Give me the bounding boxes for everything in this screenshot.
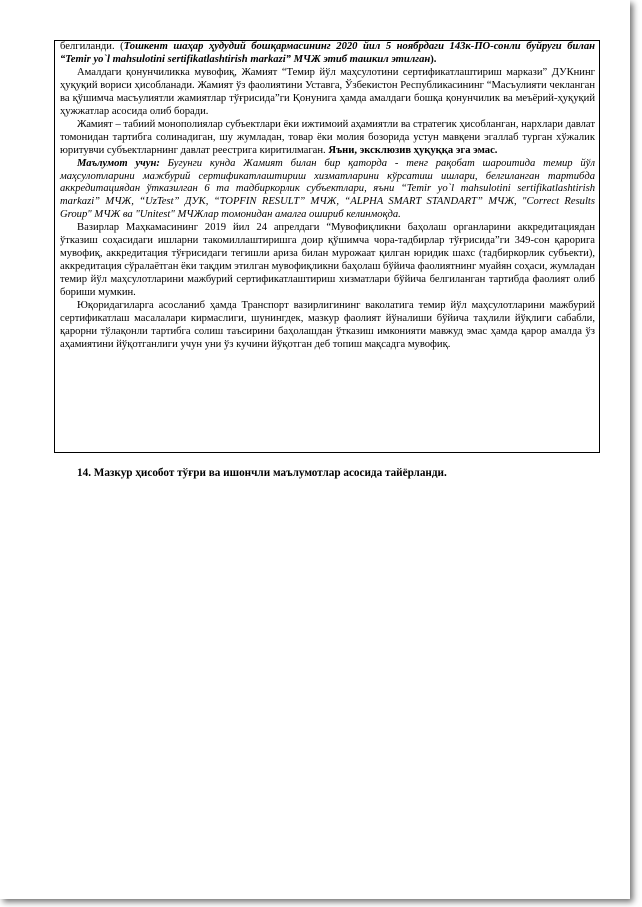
paragraph-5: Вазирлар Маҳкамасининг 2019 йил 24 апрелдаги “Мувофиқликни баҳолаш органларини аккредитациядан ўтказиш соҳасидаги ишларни такомиллаштиришга доир қўшимча чора-тадбирлар тўғрисида”ги 349-сон қарорига мувофиқ, аккредитация тўғрисидаги тегишли ариза билан мурожаат қилган юридик шахс (тадбиркорлик субъекти), аккредитация сўралаётган ёки тақдим этилган мувофиқликни баҳолаш бўйича фаолиятнинг муайян соҳаси, жумладан темир йўл маҳсулотларини мажбурий сертификатлаштириш хизматлари бўйича белгиланган тартибда фаолият олиб бориши мумкин.	[60, 222, 595, 299]
closing-statement: 14. Мазкур ҳисобот тўғри ва ишончли маълумотлар асосида тайёрланди.	[77, 467, 447, 479]
paragraph-6: Юқоридагиларга асосланиб ҳамда Транспорт вазирлигининг ваколатига темир йўл маҳсулотларини мажбурий сертификатлаш масалалари кирмаслиги, шунингдек, мазкур фаолият йўналиши бўйича таҳлили йўқлиги сабабли, қарорни тўлақонли тартибга солиш таъсирини баҳолашдан ўтказиш имконияти мавжуд эмас ҳамда қарор амалда ўз аҳамиятини йўқотганлиги учун уни ўз кучини йўқотган деб топиш мақсадга мувофиқ.	[60, 300, 595, 350]
paragraph-1-italic: Тошкент шаҳар ҳудудий бошқармасининг 2020 йил 5 ноябрдаги 143к-ПО-сонли буйруги билан “Temir yo`l mahsulotini sertifikatlashtirish markazi” МЧЖ этиб ташкил этилган	[60, 41, 596, 65]
paragraph-3-bold: Яъни, эксклюзив ҳуқуққа эга эмас.	[328, 144, 498, 156]
paragraph-1	[60, 41, 595, 67]
paragraph-1-text: белгиланди. (	[60, 41, 124, 52]
paragraph-2: Амалдаги қонунчиликка мувофиқ, Жамият “Темир йўл маҳсулотини сертификатлаштириш маркази” ДУКнинг ҳуқуқий вориси ҳисобланади. Жамият ўз фаолиятини Уставга, Ўзбекистон Республикасининг “Масъулияти чекланган ва қўшимча масъулиятли жамиятлар тўғрисида”ги Қонунига ҳамда амалдаги бошқа қонунчилик ва меъёрий-ҳуқуқий ҳужжатлар асосида олиб боради.	[60, 66, 595, 117]
paragraph-4-label: Маълумот учун:	[77, 157, 160, 169]
paragraph-3	[60, 119, 595, 158]
paragraph-4-italic: Бугунги кунда Жамият билан бир қаторда - тенг рақобат шароитида темир йўл маҳсулотларини мажбурий сертификатлаштириш хизматларини кўрсатиш ишлари, белгиланган тартибда аккредитациядан ўтказилган 6 та тадбиркорлик субъектлари, яъни “Temir yo`l mahsulotini sertifikatlashtirish markazi” МЧЖ, “UzTest” ДУК, “TOPFIN RESULT” МЧЖ, “ALPHA SMART STANDART” МЧЖ, "Correct Results Group" МЧЖ ва "Unitest" МЧЖлар томонидан амалга ошириб келинмоқда.	[60, 157, 596, 221]
paragraph-4	[60, 158, 595, 223]
paragraph-1-end: ).	[430, 53, 437, 65]
paragraph-3-text: Жамият – табиий монополиялар субъектлари ёки ижтимоий аҳамиятли ва стратегик ҳисобланган, нархлари давлат томонидан тартибга солинадиган, шу жумладан, товар ёки молия бозорида устун мавқени эгаллаб турган хўжалик юритувчи субъектларнинг давлат реестрига киритилмаган.	[60, 118, 595, 156]
bordered-text-box	[54, 40, 600, 453]
